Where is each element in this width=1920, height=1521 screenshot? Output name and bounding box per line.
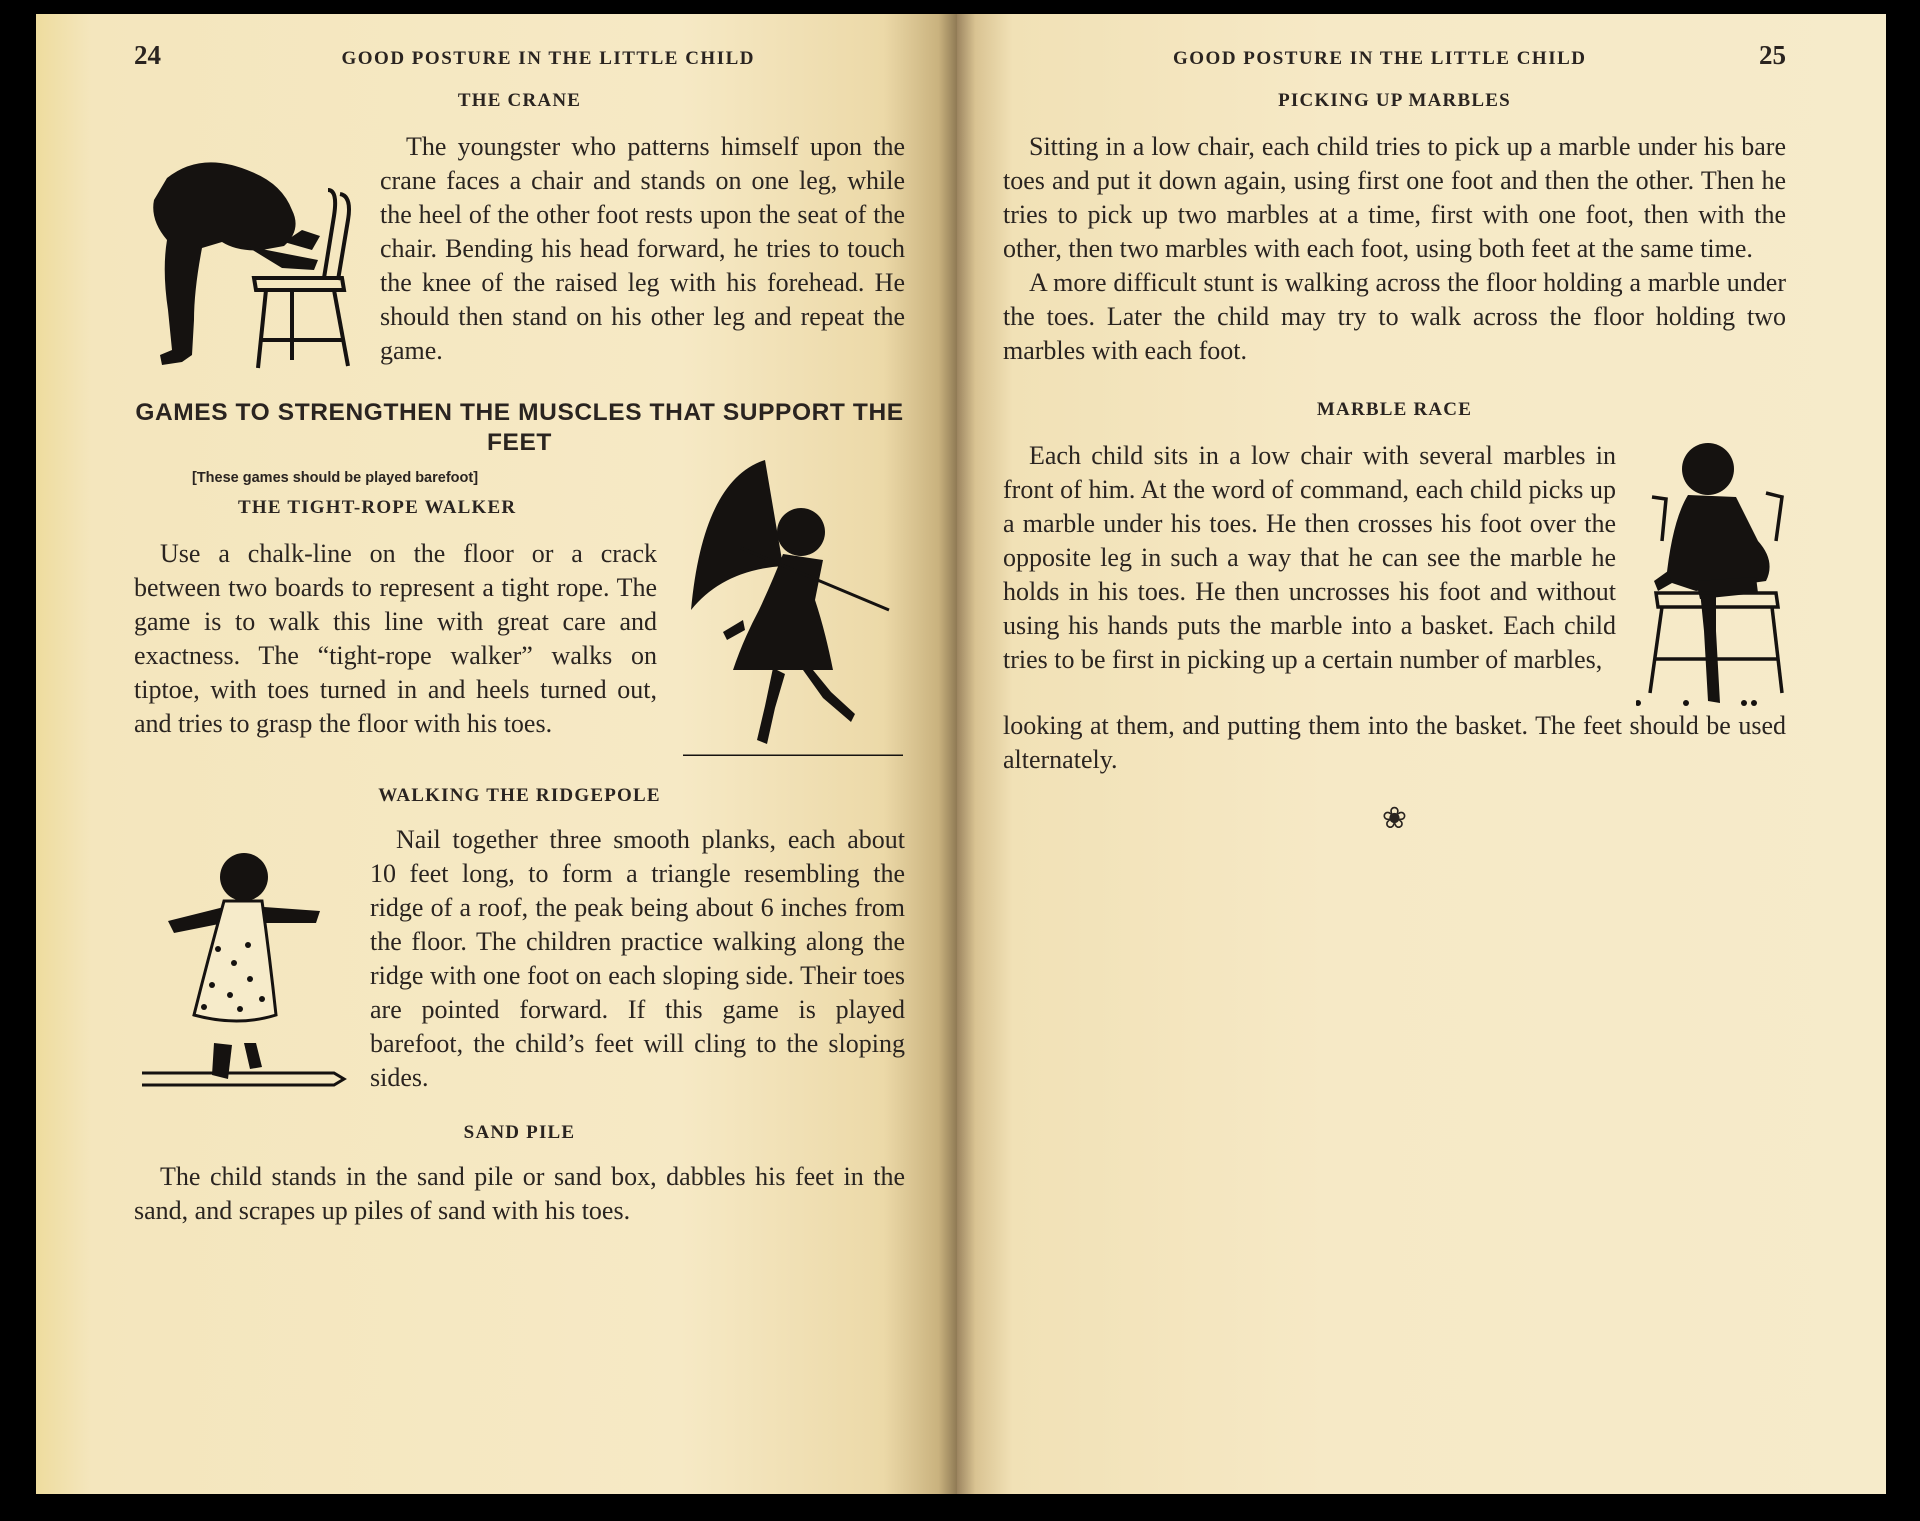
left-page-number: 24: [134, 40, 161, 70]
crane-figure-icon: [142, 150, 362, 372]
ridgepole-text: Nail together three smooth planks, each about 10 feet long, to form a triangle resembling the ridge of a roof, the peak being about 6 inches from the floor. The children practice walking along the ridge with one foot on each sloping side. Their toes are pointed forward. If this game is played barefoot, the child’s feet will cling to the sloping sides.: [370, 825, 905, 1092]
fleuron-icon: ❀: [1381, 802, 1408, 835]
left-page: [36, 14, 957, 1494]
marbles-text-1: Sitting in a low chair, each child tries to pick up a marble under his bare toes and put it down again, using first one foot and then the other. Then he tries to pick up two marbles at a time, first with one foot, then with the other, then two marbles with each foot, using both feet at the same time.: [1003, 132, 1786, 263]
marble-race-text-full: looking at them, and putting them into the basket. The feet should be used alternately.: [1003, 711, 1786, 774]
barefoot-note: [These games should be played barefoot]: [192, 470, 479, 486]
tightrope-section: [134, 498, 905, 756]
ridgepole-section: [134, 823, 905, 1095]
tightrope-text: Use a chalk-line on the floor or a crack between two boards to represent a tight rope. The game is to walk this line with great care and exactness. The “tight-rope walker” walks on tiptoe, with toes turned in and heels turned out, and tries to grasp the floor with his toes.: [134, 539, 657, 738]
crane-section: [134, 130, 905, 372]
sand-pile-heading: SAND PILE: [463, 1122, 576, 1143]
ridgepole-figure-icon: [138, 839, 348, 1089]
marble-race-figure-icon: [1636, 431, 1786, 711]
right-page-number: 25: [1759, 40, 1786, 70]
tightrope-heading: THE TIGHT-ROPE WALKER: [238, 497, 517, 518]
left-running-title: GOOD POSTURE IN THE LITTLE CHILD: [341, 48, 755, 69]
right-page: [957, 14, 1886, 1494]
right-running-head: [1003, 40, 1786, 92]
feet-section-heading: GAMES TO STRENGTHEN THE MUSCLES THAT SUPPORT THE FEET: [135, 399, 904, 456]
marbles-text-2: A more difficult stunt is walking across the floor holding a marble under the toes. Later the child may try to walk across the floor holding two marbles with each foot.: [1003, 268, 1786, 365]
sand-pile-text: The child stands in the sand pile or sand box, dabbles his feet in the sand, and scrapes up piles of sand with his toes.: [134, 1162, 905, 1225]
right-running-title: GOOD POSTURE IN THE LITTLE CHILD: [1173, 48, 1587, 69]
left-running-head: [134, 40, 905, 92]
ridgepole-heading: WALKING THE RIDGEPOLE: [378, 785, 661, 806]
crane-text: The youngster who patterns himself upon the crane faces a chair and stands on one leg, while the heel of the other foot rests upon the seat of the chair. Bending his head forward, he tries to touch the knee of the raised leg with his forehead. He should then stand on his other leg and repeat the game.: [380, 132, 905, 365]
crane-heading: THE CRANE: [457, 90, 582, 111]
marble-race-heading: MARBLE RACE: [1316, 399, 1473, 420]
marble-race-section: [1003, 439, 1786, 711]
marbles-heading: PICKING UP MARBLES: [1278, 90, 1511, 111]
book-spread: [36, 14, 1886, 1494]
tightrope-figure-icon: [683, 460, 905, 756]
marble-race-text-wrap: Each child sits in a low chair with several marbles in front of him. At the word of command, each child picks up a marble under his toes. He then crosses his foot over the opposite leg in such a way that he can see the marble he holds in his toes. He then uncrosses his foot and without using his hands puts the marble into a basket. Each child tries to be first in picking up a certain number of marbles,: [1003, 441, 1616, 674]
